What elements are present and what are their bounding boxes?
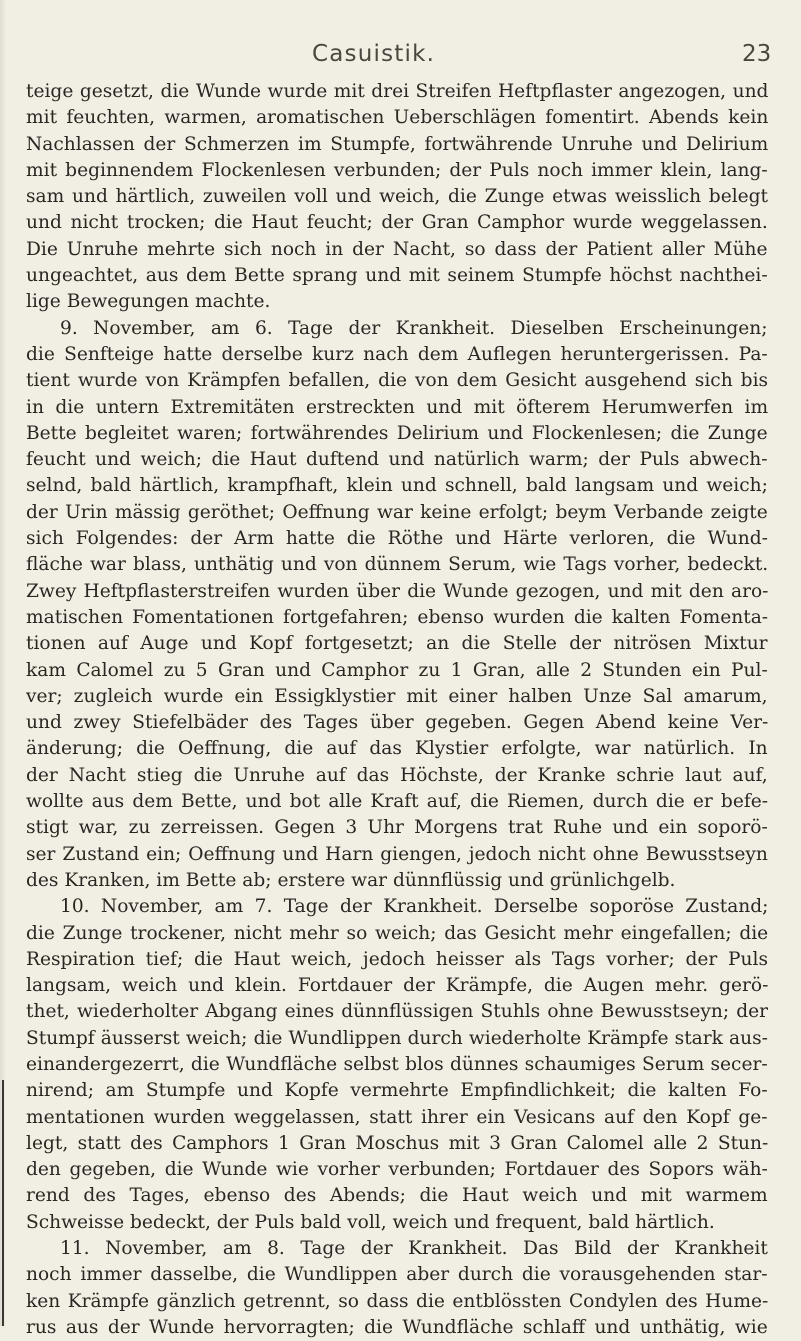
- text-line: und zwey Stiefelbäder des Tages über gegeben. Gegen Abend keine Ver-: [26, 712, 768, 734]
- text-line: stigt war, zu zerreissen. Gegen 3 Uhr Morgens trat Ruhe und ein soporö-: [26, 817, 768, 839]
- text-line: noch immer dasselbe, die Wundlippen aber durch die vorausgehenden star-: [26, 1264, 768, 1286]
- text-line: mentationen wurden weggelassen, statt ihrer ein Vesicans auf den Kopf ge-: [26, 1106, 768, 1128]
- text-line: und nicht trocken; die Haut feucht; der Gran Camphor wurde weggelassen.: [26, 212, 768, 234]
- text-line: ver; zugleich wurde ein Essigklystier mit einer halben Unze Sal amarum,: [26, 685, 768, 707]
- text-line: ungeachtet, aus dem Bette sprang und mit seinem Stumpfe höchst nachthei-: [26, 265, 768, 287]
- text-line: mit beginnendem Flockenlesen verbunden; der Puls noch immer klein, lang-: [26, 159, 768, 181]
- text-line: langsam, weich und klein. Fortdauer der Krämpfe, die Augen mehr. gerö-: [26, 975, 768, 997]
- text-line: einandergezerrt, die Wundfläche selbst blos dünnes schaumiges Serum secer-: [26, 1053, 768, 1075]
- text-line: ser Zustand ein; Oeffnung und Harn giengen, jedoch nicht ohne Bewusstseyn: [26, 843, 768, 865]
- text-line: rend des Tages, ebenso des Abends; die Haut weich und mit warmem: [26, 1185, 768, 1207]
- text-line: den gegeben, die Wunde wie vorher verbunden; Fortdauer des Sopors wäh-: [26, 1159, 768, 1181]
- text-line: die Senfteige hatte derselbe kurz nach dem Auflegen heruntergerissen. Pa-: [26, 343, 768, 365]
- text-line: Bette begleitet waren; fortwährendes Delirium und Flockenlesen; die Zunge: [26, 422, 768, 444]
- text-line: teige gesetzt, die Wunde wurde mit drei Streifen Heftpflaster angezogen, und: [26, 81, 768, 102]
- text-line: fläche war blass, unthätig und von dünnem Serum, wie Tags vorher, bedeckt.: [26, 554, 768, 576]
- text-line: lige Bewegungen machte.: [26, 291, 271, 313]
- text-line: die Zunge trockener, nicht mehr so weich; das Gesicht mehr eingefallen; die: [26, 922, 768, 944]
- text-line: sich Folgendes: der Arm hatte die Röthe und Härte verloren, die Wund-: [26, 528, 768, 550]
- text-line: feucht und weich; die Haut duftend und natürlich warm; der Puls abwech-: [26, 449, 768, 471]
- text-line: Nachlassen der Schmerzen im Stumpfe, fortwährende Unruhe und Delirium: [26, 133, 768, 155]
- text-line: matischen Fomentationen fortgefahren; ebenso wurden die kalten Fomenta-: [26, 606, 768, 628]
- text-line: selnd, bald härtlich, krampfhaft, klein und schnell, bald langsam und weich;: [26, 475, 768, 497]
- running-title: Casuistik.: [312, 41, 436, 67]
- text-line: kam Calomel zu 5 Gran und Camphor zu 1 Gran, alle 2 Stunden ein Pul-: [26, 659, 768, 681]
- text-line: sam und härtlich, zuweilen voll und weich, die Zunge etwas weisslich belegt: [26, 186, 768, 208]
- text-line: in die untern Extremitäten erstreckten und mit öfterem Herumwerfen im: [26, 396, 768, 418]
- text-line: tionen auf Auge und Kopf fortgesetzt; an die Stelle der nitrösen Mixtur: [26, 633, 768, 655]
- page-header: [0, 41, 801, 73]
- text-line: Respiration tief; die Haut weich, jedoch heisser als Tags vorher; der Puls: [26, 948, 768, 970]
- text-line: 10. November, am 7. Tage der Krankheit. Derselbe soporöse Zustand;: [60, 896, 768, 918]
- text-line: rus aus der Wunde hervorragten; die Wundfläche schlaff und unthätig, wie: [26, 1316, 768, 1338]
- text-line: 9. November, am 6. Tage der Krankheit. Dieselben Erscheinungen;: [60, 317, 768, 339]
- text-line: wollte aus dem Bette, und bot alle Kraft auf, die Riemen, durch die er befe-: [26, 791, 768, 813]
- text-line: des Kranken, im Bette ab; erstere war dünnflüssig und grünlichgelb.: [26, 869, 676, 891]
- page-edge-rule: [2, 1080, 4, 1326]
- page-number: 23: [742, 41, 772, 67]
- body-text: [26, 79, 768, 1341]
- text-line: 11. November, am 8. Tage der Krankheit. Das Bild der Krankheit: [60, 1238, 768, 1260]
- text-line: ken Krämpfe gänzlich getrennt, so dass die entblössten Condylen des Hume-: [26, 1290, 768, 1312]
- text-line: tient wurde von Krämpfen befallen, die von dem Gesicht ausgehend sich bis: [26, 370, 768, 392]
- text-line: legt, statt des Camphors 1 Gran Moschus mit 3 Gran Calomel alle 2 Stun-: [26, 1132, 768, 1154]
- text-line: thet, wiederholter Abgang eines dünnflüssigen Stuhls ohne Bewusstseyn; der: [26, 1001, 768, 1023]
- text-line: mit feuchten, warmen, aromatischen Ueberschlägen fomentirt. Abends kein: [26, 107, 768, 129]
- text-line: Stumpf äusserst weich; die Wundlippen durch wiederholte Krämpfe stark aus-: [26, 1027, 768, 1049]
- text-line: Die Unruhe mehrte sich noch in der Nacht, so dass der Patient aller Mühe: [26, 238, 768, 260]
- text-line: nirend; am Stumpfe und Kopfe vermehrte Empfindlichkeit; die kalten Fo-: [26, 1080, 768, 1102]
- text-line: änderung; die Oeffnung, die auf das Klystier erfolgte, war natürlich. In: [26, 738, 768, 760]
- text-line: Schweisse bedeckt, der Puls bald voll, weich und frequent, bald härtlich.: [26, 1211, 715, 1233]
- text-line: der Urin mässig geröthet; Oeffnung war keine erfolgt; beym Verbande zeigte: [26, 501, 768, 523]
- text-line: der Nacht stieg die Unruhe auf das Höchste, der Kranke schrie laut auf,: [26, 764, 768, 786]
- text-line: Zwey Heftpflasterstreifen wurden über die Wunde gezogen, und mit den aro-: [26, 580, 768, 602]
